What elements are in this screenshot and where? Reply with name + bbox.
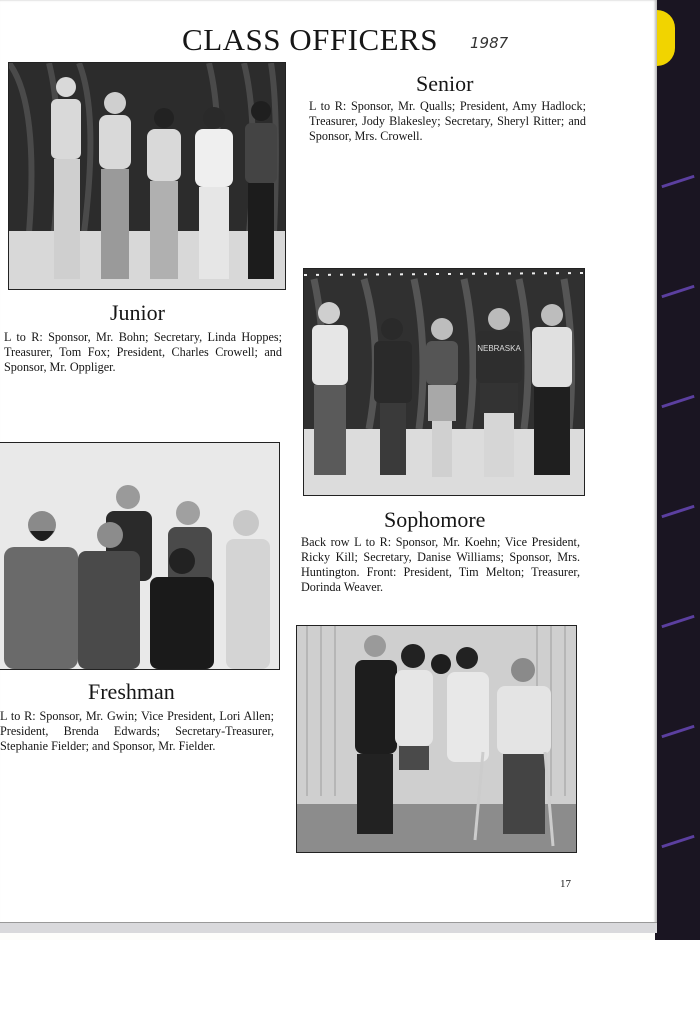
senior-caption: L to R: Sponsor, Mr. Qualls; President, Amy Hadlock; Treasurer, Jody Blakesley; Secretary, Sheryl Ritter; and Sponsor, Mrs. Crowell. [309,99,586,143]
handwritten-year: 1987 [470,34,509,52]
sophomore-photo [0,442,280,670]
page-title: CLASS OFFICERS [182,22,438,57]
junior-caption: L to R: Sponsor, Mr. Bohn; Secretary, Linda Hoppes; Treasurer, Tom Fox; President, Charles Crowell; and Sponsor, Mr. Oppliger. [4,330,282,374]
junior-heading: Junior [110,300,165,325]
nebraska-shirt-text: NEBRASKA [477,344,521,353]
page-tab-marker [655,10,675,66]
senior-photo [8,62,286,290]
sophomore-heading: Sophomore [384,507,486,532]
binding-spine [655,0,700,950]
page-number: 17 [560,878,571,890]
freshman-heading: Freshman [88,679,175,704]
senior-heading: Senior [416,71,474,96]
freshman-caption: L to R: Sponsor, Mr. Gwin; Vice President, Lori Allen; President, Brenda Edwards; Secretary-Treasurer, Stephanie Fielder; and Sponsor, Mr. Fielder. [0,709,274,753]
sophomore-caption: Back row L to R: Sponsor, Mr. Koehn; Vice President, Ricky Kill; Secretary, Danise Williams; Sponsor, Mrs. Huntington. Front: President, Tim Melton; Treasurer, Dorinda Weaver. [301,535,580,594]
page-bottom-edge [0,922,657,933]
freshman-photo [296,625,577,853]
junior-photo [303,268,585,496]
scan-margin [0,940,700,1034]
